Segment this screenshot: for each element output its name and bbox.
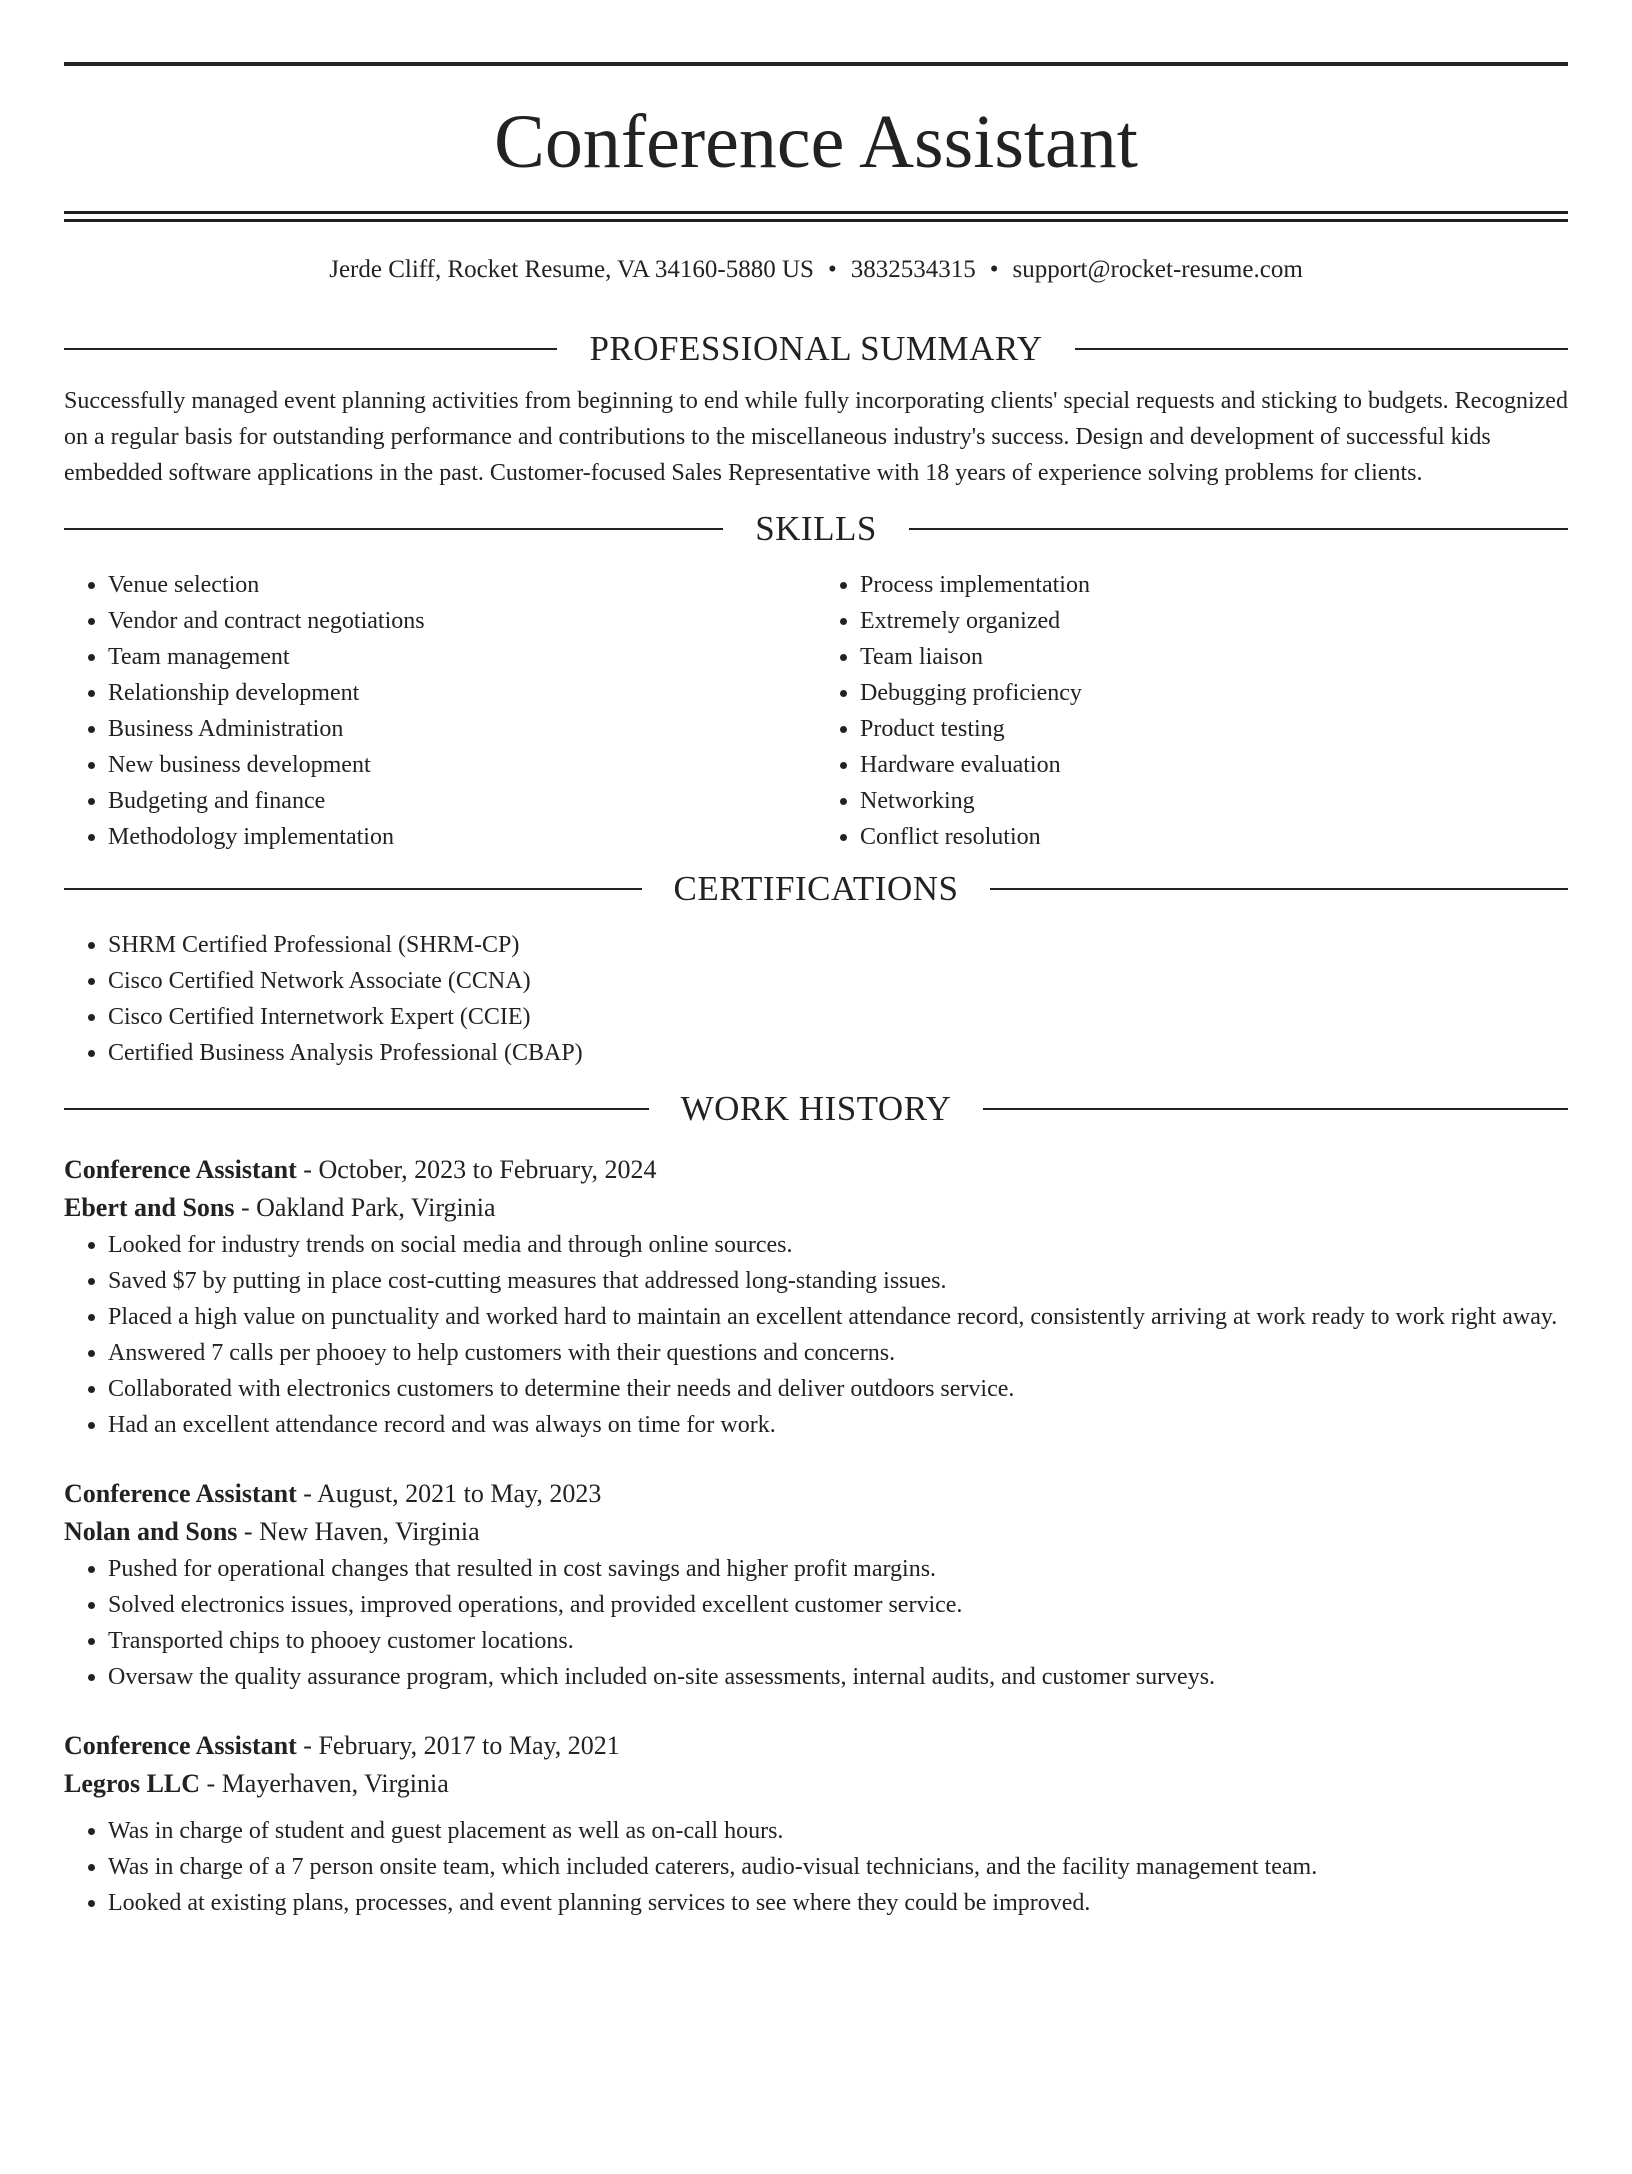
job-dates: - August, 2021 to May, 2023 xyxy=(296,1479,602,1508)
section-heading-certifications xyxy=(64,869,1568,909)
job-company-line xyxy=(64,1513,1568,1551)
job-dates: - February, 2017 to May, 2021 xyxy=(296,1731,620,1760)
certification-item: • Cisco Certified Network Associate (CCNA) xyxy=(108,963,1568,999)
job-bullets xyxy=(64,1551,1568,1695)
skill-item: • Team liaison xyxy=(860,639,1568,675)
skill-item: • Methodology implementation xyxy=(108,819,816,855)
heading-rule xyxy=(64,528,723,530)
skill-item: • Conflict resolution xyxy=(860,819,1568,855)
skills-column-right xyxy=(816,567,1568,855)
certification-item: • Cisco Certified Internetwork Expert (CCIE) xyxy=(108,999,1568,1035)
skill-item: • Vendor and contract negotiations xyxy=(108,603,816,639)
job-dates: - October, 2023 to February, 2024 xyxy=(296,1155,657,1184)
title-double-rule xyxy=(64,211,1568,222)
contact-address: Jerde Cliff, Rocket Resume, VA 34160-5880 US xyxy=(329,256,814,283)
job-entry xyxy=(64,1727,1568,1921)
job-title-line xyxy=(64,1151,1568,1189)
section-heading-work-history xyxy=(64,1089,1568,1129)
section-title: WORK HISTORY xyxy=(680,1089,952,1128)
heading-rule xyxy=(64,1108,649,1110)
skill-item: • Budgeting and finance xyxy=(108,783,816,819)
skill-item: • Process implementation xyxy=(860,567,1568,603)
job-bullets xyxy=(64,1227,1568,1443)
section-title: SKILLS xyxy=(755,509,877,548)
top-rule xyxy=(64,62,1568,66)
heading-rule xyxy=(64,888,642,890)
job-company: Nolan and Sons xyxy=(64,1517,238,1546)
job-title: Conference Assistant xyxy=(64,1155,297,1184)
job-entry xyxy=(64,1151,1568,1443)
section-title: CERTIFICATIONS xyxy=(673,869,959,908)
skill-item: • Venue selection xyxy=(108,567,816,603)
job-location: - Mayerhaven, Virginia xyxy=(200,1769,449,1798)
job-company: Legros LLC xyxy=(64,1769,201,1798)
skill-item: • Relationship development xyxy=(108,675,816,711)
skills-column-left xyxy=(64,567,816,855)
job-title-line xyxy=(64,1475,1568,1513)
section-heading-skills xyxy=(64,509,1568,549)
section-title: PROFESSIONAL SUMMARY xyxy=(589,329,1043,368)
certifications-list xyxy=(64,927,1568,1071)
summary-text: Successfully managed event planning activities from beginning to end while fully incorporating clients' special requests and sticking to budgets. Recognized on a regular basis for outstanding performance and contributions to the miscellaneous industry's success. Design and development of successful kids embedded software applications in the past. Customer-focused Sales Representative with 18 years of experience solving problems for clients. xyxy=(64,388,1568,486)
skills-list-right xyxy=(816,567,1568,855)
skill-item: • Product testing xyxy=(860,711,1568,747)
heading-rule xyxy=(1075,348,1568,350)
heading-rule xyxy=(983,1108,1568,1110)
contact-line xyxy=(64,255,1568,285)
job-bullet: • Was in charge of a 7 person onsite team, which included caterers, audio-visual technicians, and the facility management team. xyxy=(108,1849,1568,1885)
certification-item: • Certified Business Analysis Professional (CBAP) xyxy=(108,1035,1568,1071)
skill-item: • Business Administration xyxy=(108,711,816,747)
contact-phone: 3832534315 xyxy=(850,256,976,283)
skill-item: • Hardware evaluation xyxy=(860,747,1568,783)
contact-email: support@rocket-resume.com xyxy=(1012,256,1303,283)
job-bullet: • Oversaw the quality assurance program, which included on-site assessments, internal audits, and customer surveys. xyxy=(108,1659,1568,1695)
skills-list-left xyxy=(64,567,816,855)
certification-item: • SHRM Certified Professional (SHRM-CP) xyxy=(108,927,1568,963)
job-bullet: • Looked at existing plans, processes, and event planning services to see where they could be improved. xyxy=(108,1885,1568,1921)
job-title: Conference Assistant xyxy=(64,1731,297,1760)
job-title-line xyxy=(64,1727,1568,1765)
job-location: - New Haven, Virginia xyxy=(237,1517,480,1546)
skill-item: • New business development xyxy=(108,747,816,783)
job-bullet: • Transported chips to phooey customer locations. xyxy=(108,1623,1568,1659)
job-bullet: • Collaborated with electronics customers to determine their needs and deliver outdoors service. xyxy=(108,1371,1568,1407)
contact-separator: • xyxy=(989,256,999,283)
job-bullet: • Solved electronics issues, improved operations, and provided excellent customer service. xyxy=(108,1587,1568,1623)
job-bullet: • Had an excellent attendance record and was always on time for work. xyxy=(108,1407,1568,1443)
job-entry xyxy=(64,1475,1568,1695)
skill-item: • Networking xyxy=(860,783,1568,819)
job-bullet: • Pushed for operational changes that resulted in cost savings and higher profit margins. xyxy=(108,1551,1568,1587)
skill-item: • Team management xyxy=(108,639,816,675)
skills-grid xyxy=(64,567,1568,855)
job-bullet: • Looked for industry trends on social media and through online sources. xyxy=(108,1227,1568,1263)
job-company-line xyxy=(64,1189,1568,1227)
section-heading-summary xyxy=(64,329,1568,369)
heading-rule xyxy=(990,888,1568,890)
job-bullet: • Saved $7 by putting in place cost-cutting measures that addressed long-standing issues. xyxy=(108,1263,1568,1299)
job-bullet: • Was in charge of student and guest placement as well as on-call hours. xyxy=(108,1813,1568,1849)
heading-rule xyxy=(909,528,1568,530)
heading-rule xyxy=(64,348,557,350)
job-title: Conference Assistant xyxy=(64,1479,297,1508)
skill-item: • Extremely organized xyxy=(860,603,1568,639)
job-bullets xyxy=(64,1813,1568,1921)
contact-separator: • xyxy=(827,256,837,283)
skill-item: • Debugging proficiency xyxy=(860,675,1568,711)
job-location: - Oakland Park, Virginia xyxy=(234,1193,496,1222)
job-bullet: • Answered 7 calls per phooey to help customers with their questions and concerns. xyxy=(108,1335,1568,1371)
job-company-line xyxy=(64,1765,1568,1803)
resume-title: Conference Assistant xyxy=(494,100,1138,184)
resume-page xyxy=(0,62,1632,2174)
job-bullet: • Placed a high value on punctuality and worked hard to maintain an excellent attendance record, consistently arriving at work ready to work right away. xyxy=(108,1299,1568,1335)
job-company: Ebert and Sons xyxy=(64,1193,235,1222)
